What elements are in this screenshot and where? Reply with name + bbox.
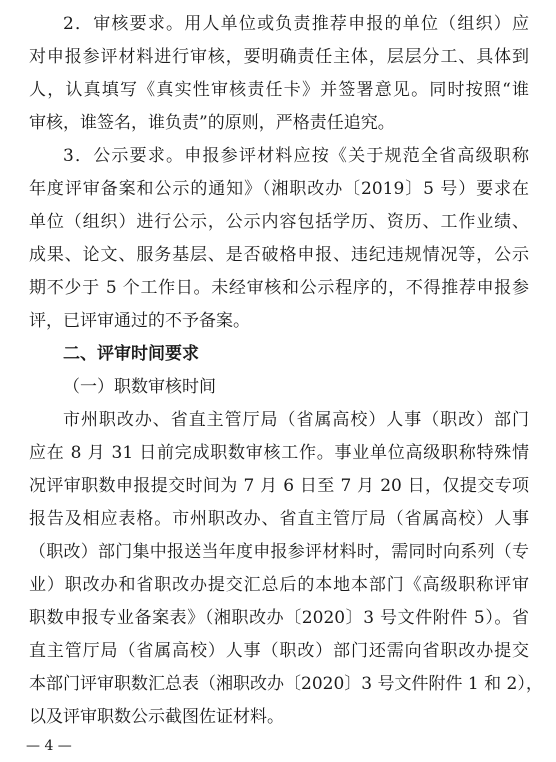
para3-line-1: 市州职改办、省直主管厅局（省属高校）人事（职改）部门 bbox=[63, 410, 529, 430]
para1-line-1: 2．审核要求。用人单位或负责推荐申报的单位（组织）应 bbox=[63, 14, 529, 34]
para2-line-2: 年度评审备案和公示的通知》（湘职改办〔2019〕5 号）要求在 bbox=[29, 179, 529, 199]
para3-line-6: 业）职改办和省职改办提交汇总后的本地本部门《高级职称评审 bbox=[29, 575, 529, 595]
para1-line-4: 审核，谁签名，谁负责”的原则，严格责任追究。 bbox=[29, 113, 395, 133]
para3-line-7: 职数申报专业备案表》（湘职改办〔2020〕3 号文件附件 5）。省 bbox=[29, 608, 529, 628]
para2-line-5: 期不少于 5 个工作日。未经审核和公示程序的，不得推荐申报参 bbox=[29, 278, 529, 298]
para3-line-5: （职改）部门集中报送当年度申报参评材料时，需同时向系列（专 bbox=[29, 542, 529, 562]
para3-line-8: 直主管厅局（省属高校）人事（职改）部门还需向省职改办提交 bbox=[29, 641, 529, 661]
para3-line-3: 况评审职数申报提交时间为 7 月 6 日至 7 月 20 日，仅提交专项 bbox=[29, 476, 529, 496]
para3-line-10: 以及评审职数公示截图佐证材料。 bbox=[29, 707, 284, 727]
para1-line-2: 对申报参评材料进行审核，要明确责任主体，层层分工、具体到 bbox=[29, 47, 529, 67]
page-number: — 4 — bbox=[26, 738, 72, 754]
para2-line-6: 评，已评审通过的不予备案。 bbox=[29, 311, 250, 331]
para3-line-2: 应在 8 月 31 日前完成职数审核工作。事业单位高级职称特殊情 bbox=[29, 443, 529, 463]
para2-line-3: 单位（组织）进行公示，公示内容包括学历、资历、工作业绩、 bbox=[29, 212, 529, 232]
para3-line-9: 本部门评审职数汇总表（湘职改办〔2020〕3 号文件附件 1 和 2）， bbox=[29, 674, 543, 694]
para3-line-4: 报告及相应表格。市州职改办、省直主管厅局（省属高校）人事 bbox=[29, 509, 529, 529]
para2-line-4: 成果、论文、服务基层、是否破格申报、违纪违规情况等，公示 bbox=[29, 245, 529, 265]
section-heading: 二、评审时间要求 bbox=[63, 344, 199, 364]
section-subheading: （一）职数审核时间 bbox=[63, 377, 216, 397]
para2-line-1: 3．公示要求。申报参评材料应按《关于规范全省高级职称 bbox=[63, 146, 529, 166]
para1-line-3: 人，认真填写《真实性审核责任卡》并签署意见。同时按照“谁 bbox=[29, 80, 529, 100]
